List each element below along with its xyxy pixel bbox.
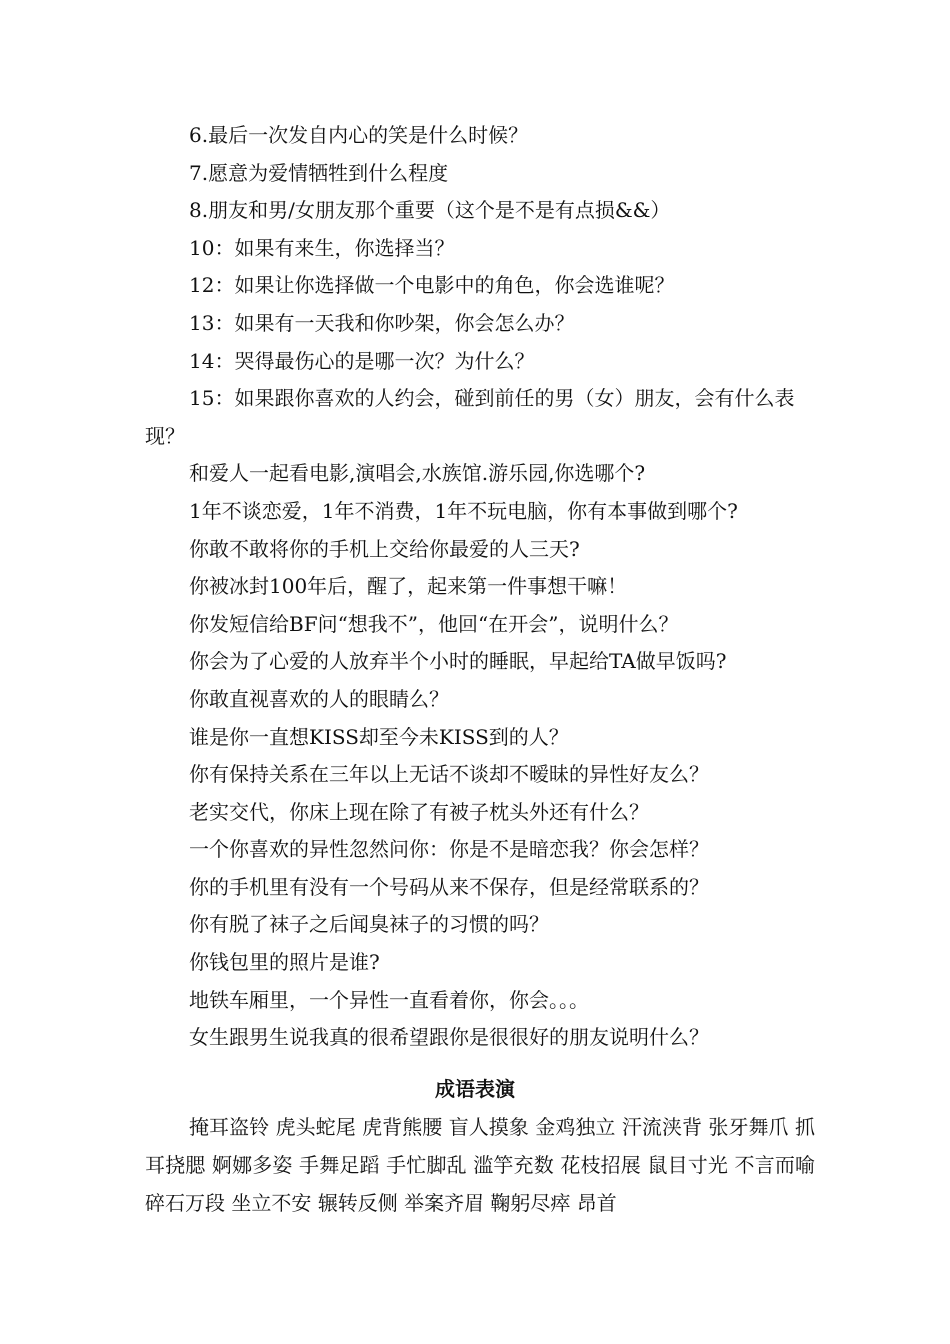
question-line: 你被冰封100年后，醒了，起来第一件事想干嘛！ bbox=[189, 574, 628, 599]
question-list bbox=[145, 117, 825, 1057]
question-line: 谁是你一直想KISS却至今未KISS到的人？ bbox=[189, 724, 569, 749]
question-line: 你钱包里的照片是谁? bbox=[189, 950, 380, 975]
question-line: 6.最后一次发自内心的笑是什么时候？ bbox=[189, 123, 529, 147]
question-line: 1年不谈恋爱，1年不消费，1年不玩电脑，你有本事做到哪个? bbox=[189, 498, 738, 523]
question-line: 7.愿意为爱情牺牲到什么程度 bbox=[189, 160, 449, 185]
question-line: 10：如果有来生，你选择当？ bbox=[189, 235, 455, 260]
question-line: 8.朋友和男/女朋友那个重要（这个是不是有点损&&） bbox=[189, 198, 671, 223]
question-line: 老实交代，你床上现在除了有被子枕头外还有什么？ bbox=[189, 799, 649, 824]
question-line: 地铁车厢里，一个异性一直看着你，你会。。。 bbox=[189, 987, 589, 1012]
question-line: 你敢直视喜欢的人的眼睛么？ bbox=[189, 686, 449, 711]
question-line: 和爱人一起看电影,演唱会,水族馆.游乐园,你选哪个? bbox=[189, 461, 646, 486]
question-line: 女生跟男生说我真的很希望跟你是很很好的朋友说明什么？ bbox=[189, 1025, 709, 1050]
question-line: 你发短信给BF问“想我不”，他回“在开会”，说明什么？ bbox=[189, 611, 679, 636]
question-line: 你有保持关系在三年以上无话不谈却不暧昧的异性好友么？ bbox=[189, 762, 709, 787]
question-line: 13：如果有一天我和你吵架，你会怎么办？ bbox=[189, 310, 575, 335]
idiom-section-title: 成语表演 bbox=[435, 1077, 515, 1101]
question-line: 一个你喜欢的异性忽然问你：你是不是暗恋我？你会怎样？ bbox=[189, 837, 709, 862]
question-line: 你会为了心爱的人放弃半个小时的睡眠，早起给TA做早饭吗? bbox=[189, 649, 727, 674]
question-line: 15：如果跟你喜欢的人约会，碰到前任的男（女）朋友，会有什么表现？ bbox=[145, 386, 795, 448]
question-line: 你敢不敢将你的手机上交给你最爱的人三天? bbox=[189, 536, 580, 561]
question-line: 12：如果让你选择做一个电影中的角色，你会选谁呢？ bbox=[189, 273, 675, 298]
idiom-list-paragraph: 掩耳盗铃 虎头蛇尾 虎背熊腰 盲人摸象 金鸡独立 汗流浃背 张牙舞爪 抓耳挠腮 婀娜多姿 手舞足蹈 手忙脚乱 滥竽充数 花枝招展 鼠目寸光 不言而喻 碎石万段 坐立不安 辗转反侧 举案齐眉 鞠躬尽瘁 昂首 bbox=[145, 1115, 815, 1215]
question-line: 你的手机里有没有一个号码从来不保存，但是经常联系的？ bbox=[189, 874, 709, 899]
question-line: 14：哭得最伤心的是哪一次？为什么？ bbox=[189, 348, 535, 373]
question-line: 你有脱了袜子之后闻臭袜子的习惯的吗？ bbox=[189, 912, 549, 937]
